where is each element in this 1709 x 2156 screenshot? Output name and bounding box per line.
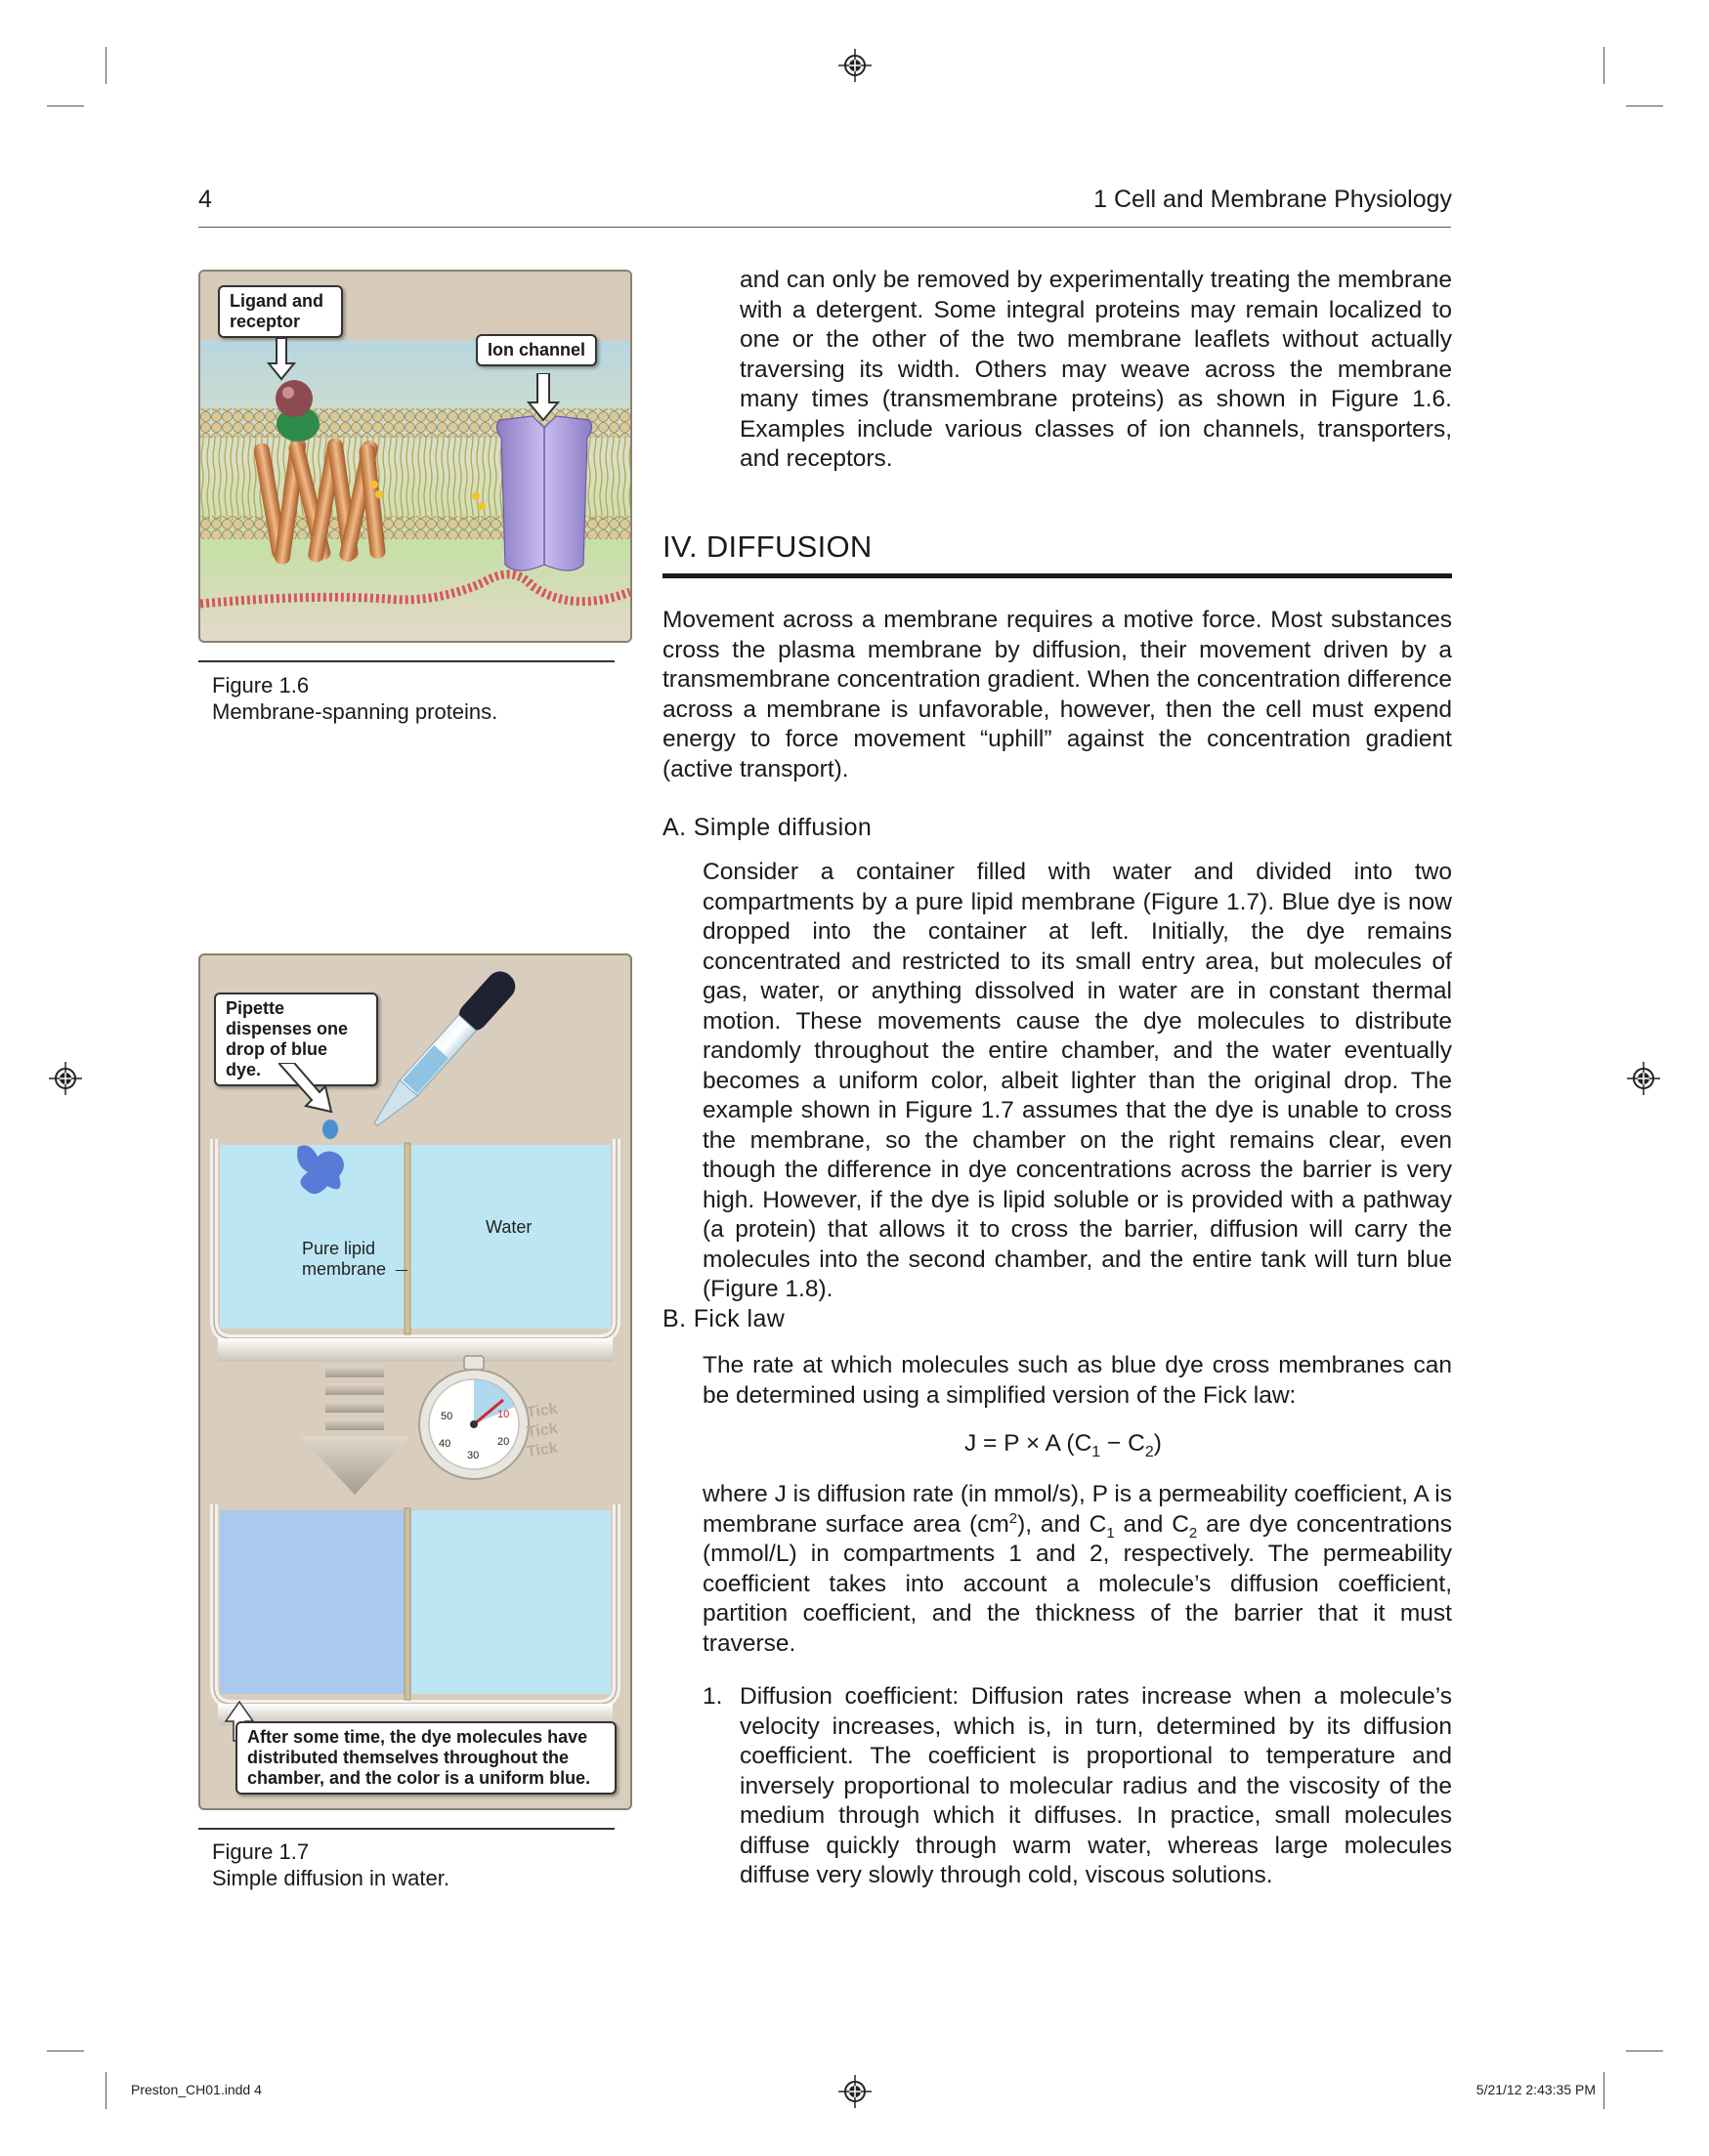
tick-text: Tick bbox=[525, 1400, 559, 1422]
explanation-text: are dye concentrations (mmol/L) in compartments 1 and 2, respectively. The permeability coefficient takes into account a molecule’s diffusion coefficient, partition coefficient, and the thickness of the barrier that it must traverse. bbox=[703, 1510, 1453, 1657]
list-item-number: 1. bbox=[703, 1683, 723, 1710]
pointer-arrow-icon bbox=[267, 338, 296, 381]
subsection-heading-simple-diffusion: A. Simple diffusion bbox=[662, 814, 873, 841]
crop-mark bbox=[1603, 47, 1604, 84]
crop-mark bbox=[47, 2050, 84, 2051]
callout-ligand-receptor: Ligand and receptor bbox=[218, 285, 343, 338]
figure-1-6-caption-text: Membrane-spanning proteins. bbox=[212, 699, 498, 724]
explanation-text: ), and C bbox=[1017, 1510, 1107, 1538]
diffusion-intro-paragraph: Movement across a membrane requires a motive force. Most substances cross the plasma membrane by diffusion, their movement driven by a transmembrane concentration gradient. When the concentration difference across a membrane is unfavorable, however, then the cell must expend energy to force movement “uphill” against the concentration gradient (active transport). bbox=[662, 607, 1452, 782]
registration-mark-icon bbox=[1627, 1062, 1660, 1095]
timer-label-50: 50 bbox=[441, 1411, 453, 1422]
label-water: Water bbox=[486, 1217, 533, 1237]
caption-rule bbox=[198, 1828, 615, 1830]
crop-mark bbox=[1603, 2072, 1604, 2109]
pointer-arrow-icon bbox=[278, 1063, 337, 1114]
subscript: 2 bbox=[1188, 1524, 1198, 1542]
callout-ion-channel: Ion channel bbox=[476, 334, 597, 366]
section-heading-diffusion: IV. DIFFUSION bbox=[662, 529, 873, 564]
section-rule bbox=[662, 573, 1452, 578]
superscript: 2 bbox=[1008, 1509, 1018, 1527]
explanation-text: where J is diffusion rate (in mmol/s), P is a permeability coefficient, A is membrane surface area (cm bbox=[703, 1481, 1452, 1538]
fick-explanation-paragraph bbox=[703, 1480, 1452, 1659]
equation-end: ) bbox=[1153, 1430, 1162, 1457]
callout-pipette: Pipette dispenses one drop of blue dye. bbox=[214, 993, 378, 1086]
registration-mark-icon bbox=[49, 1062, 82, 1095]
figure-1-6-illustration bbox=[198, 270, 632, 643]
slug-timestamp: 5/21/12 2:43:35 PM bbox=[1475, 2082, 1596, 2097]
membrane-leader-line bbox=[396, 1270, 407, 1271]
simple-diffusion-paragraph: Consider a container filled with water and divided into two compartments by a pure lipid membrane (Figure 1.7). Blue dye is now dropped into the container at left. Initially, the dye remains concentrated and restricted to its small entry area, but molecules of gas, water, or anything dissolved in water are in constant thermal motion. These movements cause the dye molecules to distribute randomly throughout the entire chamber, and the water eventually becomes a uniform color, albeit lighter than the original drop. The example shown in Figure 1.7 assumes that the dye is unable to cross the membrane, so the chamber on the right remains clear, even though the difference in dye concentrations across the barrier is very high. However, if the dye is lipid soluble or is provided with a pathway (a protein) that allows it to cross the barrier, diffusion will carry the molecules into the second chamber, and the entire tank will turn blue (Figure 1.8). bbox=[703, 859, 1452, 1302]
caption-rule bbox=[198, 660, 615, 662]
crop-mark bbox=[1626, 2050, 1663, 2051]
equation-subscript: 1 bbox=[1091, 1443, 1101, 1460]
timer-label-10: 10 bbox=[497, 1409, 510, 1420]
figure-1-7-caption-number: Figure 1.7 bbox=[212, 1839, 310, 1864]
equation-mid: − C bbox=[1100, 1430, 1145, 1457]
subsection-heading-fick-law: B. Fick law bbox=[662, 1305, 786, 1332]
label-pure-lipid-membrane: Pure lipid membrane bbox=[302, 1239, 387, 1279]
callout-result: After some time, the dye molecules have distributed themselves throughout the chamber, and the color is a uniform blue. bbox=[235, 1721, 617, 1795]
page-number: 4 bbox=[198, 186, 212, 213]
timer-label-40: 40 bbox=[439, 1438, 451, 1450]
slug-file-name: Preston_CH01.indd 4 bbox=[131, 2082, 262, 2097]
header-rule bbox=[198, 227, 1451, 228]
subscript: 1 bbox=[1106, 1524, 1115, 1542]
registration-mark-icon bbox=[838, 49, 872, 82]
registration-mark-icon bbox=[838, 2075, 872, 2108]
timer-label-20: 20 bbox=[497, 1436, 510, 1448]
figure-1-7-caption-text: Simple diffusion in water. bbox=[212, 1866, 449, 1890]
pointer-arrow-icon bbox=[526, 373, 561, 422]
crop-mark bbox=[106, 2072, 107, 2109]
diffusion-coefficient-paragraph: Diffusion coefficient: Diffusion rates increase when a molecule’s velocity increases, which is, in turn, determined by its diffusion coefficient. The coefficient is proportional to temperature and inversely proportional to molecular radius and the viscosity of the medium through which it diffuses. In practice, small molecules diffuse quickly through warm water, whereas large molecules diffuse very slowly through cold, viscous solutions. bbox=[740, 1683, 1452, 1888]
equation-subscript: 2 bbox=[1144, 1443, 1154, 1460]
intro-paragraph: and can only be removed by experimentally treating the membrane with a detergent. Some integral proteins may remain localized to one or the other of the two membrane leaflets without actually traversing its width. Others may weave across the membrane many times (transmembrane proteins) as shown in Figure 1.6. Examples include various classes of ion channels, transporters, and receptors. bbox=[740, 267, 1452, 472]
fick-law-paragraph: The rate at which molecules such as blue dye cross membranes can be determined using a simplified version of the Fick law: bbox=[703, 1352, 1452, 1409]
tick-text: Tick bbox=[525, 1419, 559, 1442]
explanation-text: and C bbox=[1114, 1510, 1189, 1538]
figure-1-7-illustration bbox=[198, 953, 632, 1810]
tick-text: Tick bbox=[525, 1439, 559, 1461]
equation-lhs: J = P × A (C bbox=[964, 1430, 1092, 1457]
chapter-title: 1 Cell and Membrane Physiology bbox=[1093, 186, 1452, 213]
crop-mark bbox=[106, 47, 107, 84]
timer-label-30: 30 bbox=[467, 1450, 480, 1461]
figure-1-6-caption-number: Figure 1.6 bbox=[212, 673, 310, 698]
fick-equation bbox=[964, 1430, 1162, 1461]
